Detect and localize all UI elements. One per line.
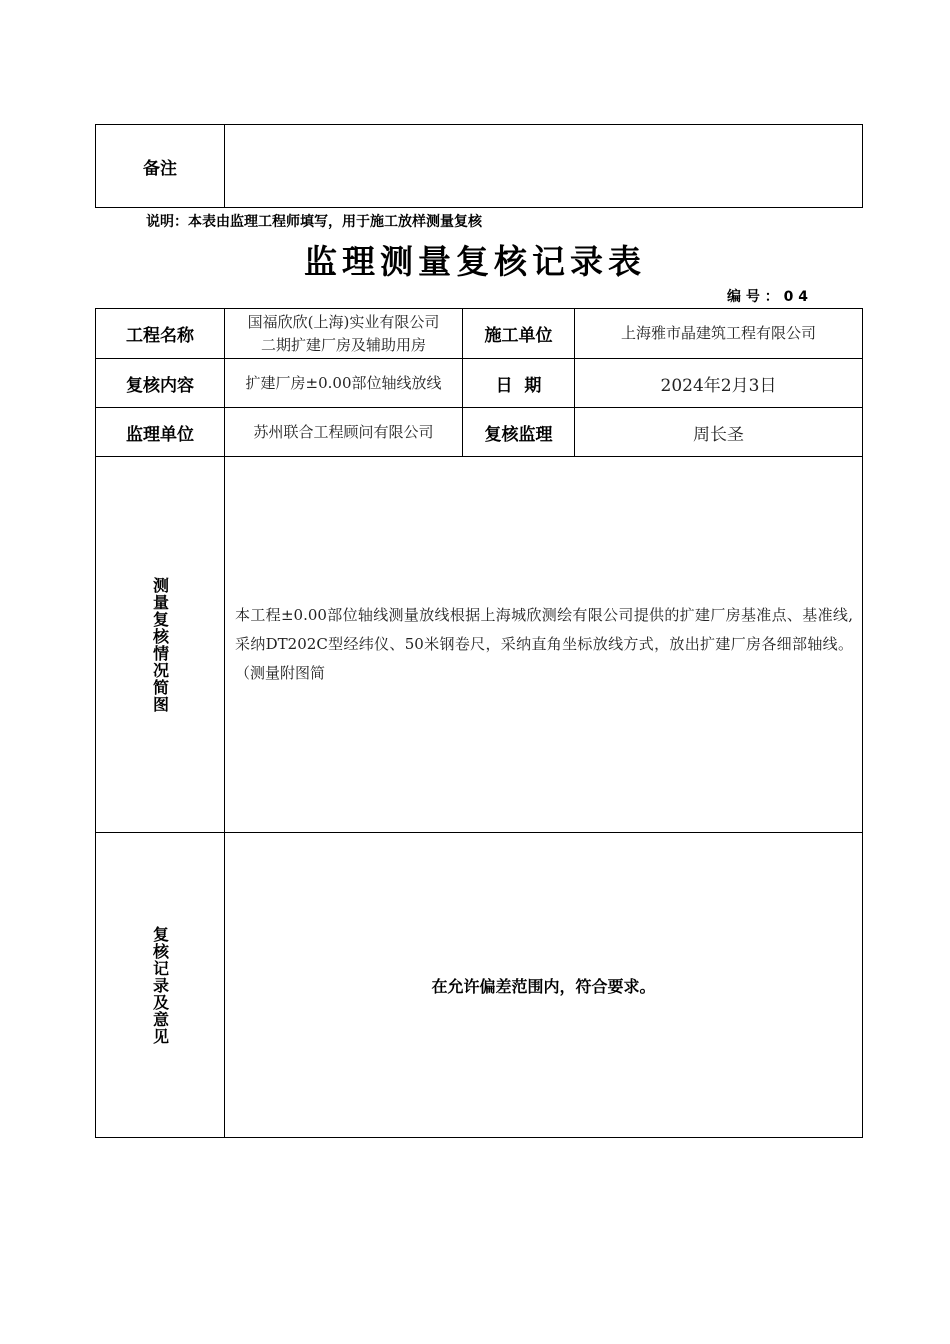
supervision-unit-label: 监理单位: [96, 408, 225, 457]
project-name-line1: 国福欣欣(上海)实业有限公司: [247, 312, 440, 331]
project-name-line2: 二期扩建厂房及辅助用房: [260, 335, 426, 354]
review-content-value: 扩建厂房±0.00部位轴线放线: [225, 359, 463, 408]
opinion-text: 在允许偏差范围内，符合要求。: [225, 833, 863, 1138]
project-name-label: 工程名称: [96, 309, 225, 359]
survey-content: [225, 457, 863, 833]
supervision-unit-value: 苏州联合工程顾问有限公司: [225, 408, 463, 457]
date-value: 2024年2月3日: [575, 359, 863, 408]
remarks-value: [225, 125, 863, 208]
opinion-label: 复核记录及意见: [150, 925, 170, 1045]
date-label: 日 期: [463, 359, 575, 408]
form-note: 说明：本表由监理工程师填写，用于施工放样测量复核: [146, 214, 482, 230]
record-table: [95, 308, 863, 1138]
form-title: 监理测量复核记录表: [304, 242, 646, 281]
contractor-label: 施工单位: [463, 309, 575, 359]
review-supervisor-value: 周长圣: [575, 408, 863, 457]
survey-label: 测量复核情况简图: [150, 576, 170, 713]
review-supervisor-label: 复核监理: [463, 408, 575, 457]
review-content-label: 复核内容: [96, 359, 225, 408]
survey-label-cell: [96, 457, 225, 833]
contractor-value: 上海雅市晶建筑工程有限公司: [575, 309, 863, 359]
remarks-label: 备注: [96, 125, 225, 208]
opinion-label-cell: [96, 833, 225, 1138]
project-name-value: [225, 309, 463, 359]
remarks-table: [95, 124, 863, 208]
form-number: 编 号 ： 0 4: [727, 289, 808, 305]
survey-text: 本工程±0.00部位轴线测量放线根据上海城欣测绘有限公司提供的扩建厂房基准点、基准线,采纳DT202C型经纬仪、50米钢卷尺，采纳直角坐标放线方式，放出扩建厂房各细部轴线。（测量附图简: [235, 606, 853, 682]
